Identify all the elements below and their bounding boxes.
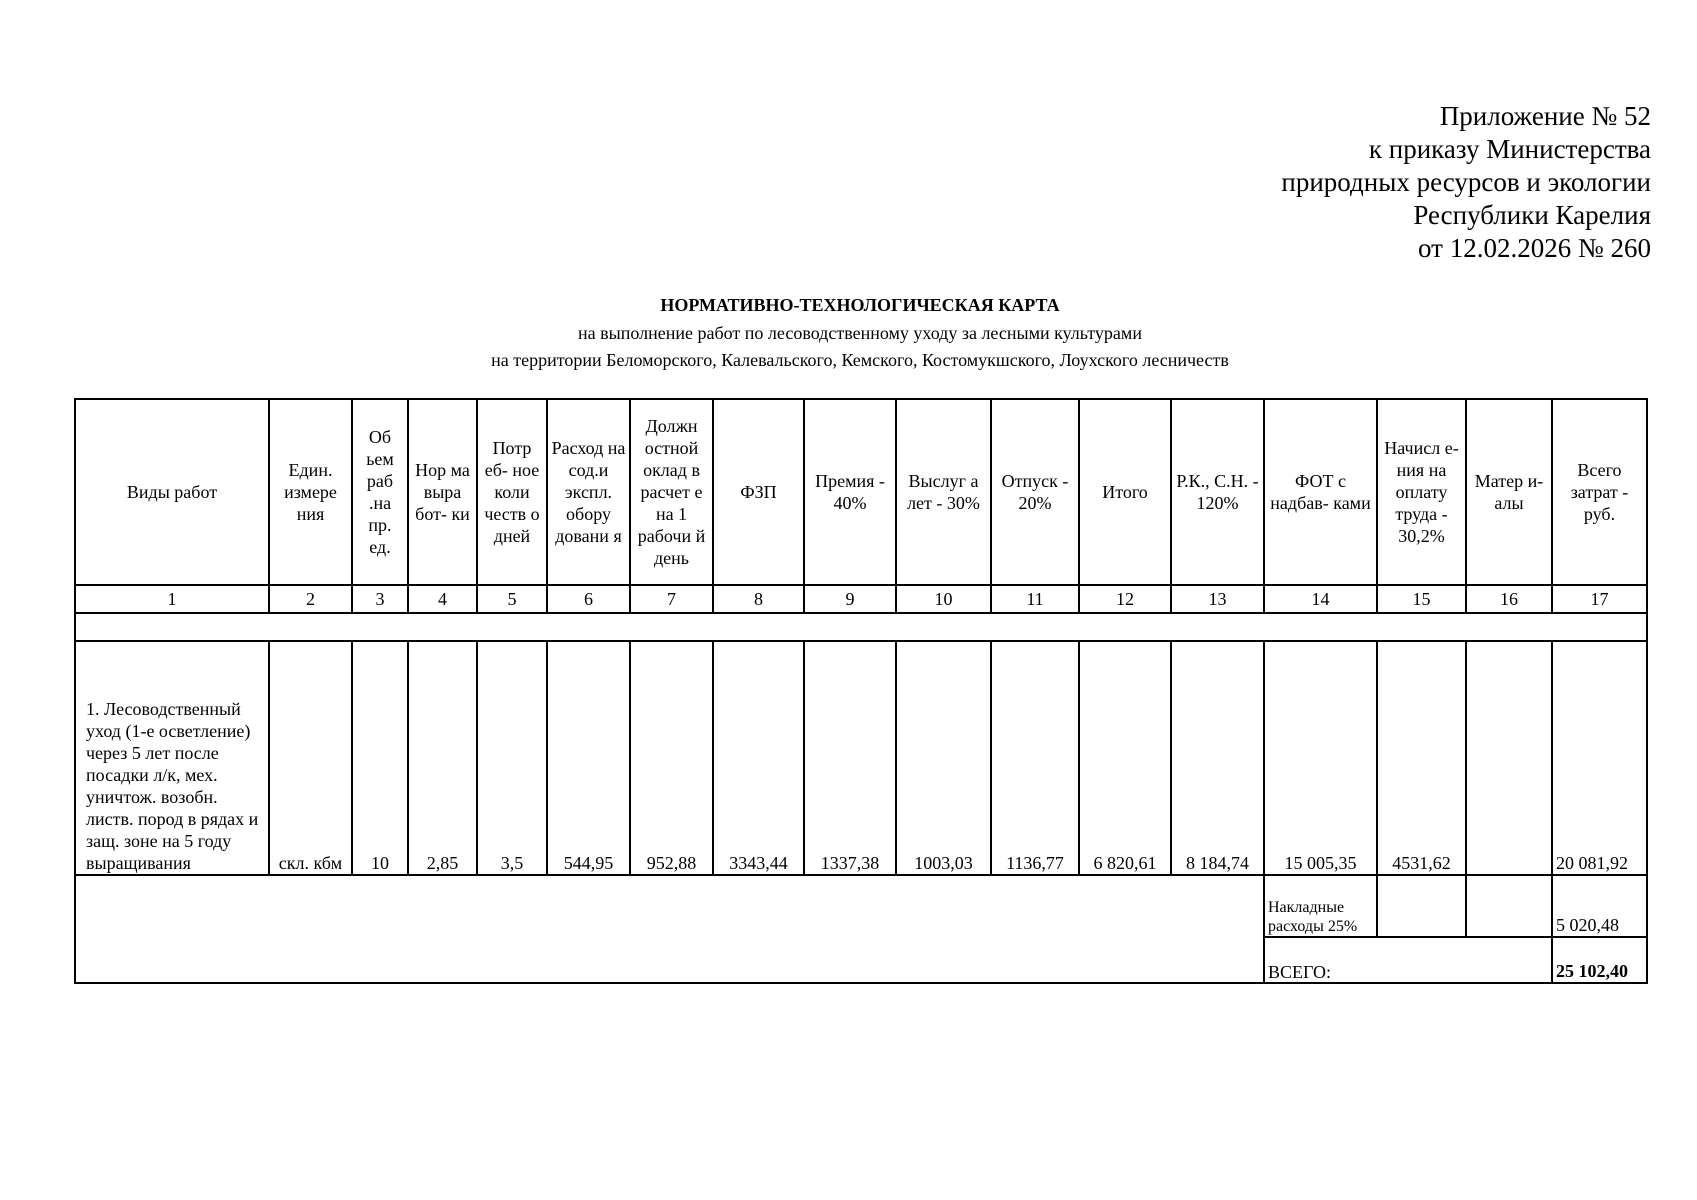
header-cell: Виды работ (75, 399, 269, 585)
header-cell: Премия - 40% (804, 399, 896, 585)
column-number: 17 (1552, 585, 1647, 613)
total-label: ВСЕГО: (1264, 937, 1552, 983)
header-cell: Начисл е-ния на оплату труда - 30,2% (1377, 399, 1466, 585)
header-cell: Итого (1079, 399, 1171, 585)
header-cell: Выслуг а лет - 30% (896, 399, 991, 585)
overhead-blank-cell (1466, 875, 1552, 937)
header-row (75, 399, 1647, 585)
header-cell: Отпуск - 20% (991, 399, 1079, 585)
header-cell: Р.К., С.Н. - 120% (1171, 399, 1264, 585)
overhead-blank-cell (1377, 875, 1466, 937)
column-number: 11 (991, 585, 1079, 613)
column-number-row (75, 585, 1647, 613)
header-cell: Матер и-алы (1466, 399, 1552, 585)
appendix-line: от 12.02.2026 № 260 (1418, 233, 1651, 263)
appendix-line: природных ресурсов и экологии (1281, 167, 1651, 197)
header-cell: ФЗП (713, 399, 804, 585)
header-cell: Един. измере ния (269, 399, 352, 585)
column-number: 12 (1079, 585, 1171, 613)
column-number: 2 (269, 585, 352, 613)
header-cell: Должн остной оклад в расчет е на 1 рабочи й день (630, 399, 713, 585)
header-cell: ФОТ с надбав- ками (1264, 399, 1377, 585)
column-number: 15 (1377, 585, 1466, 613)
header-cell: Расход на сод.и экспл. обору довани я (547, 399, 630, 585)
column-number: 6 (547, 585, 630, 613)
overhead-value: 5 020,48 (1552, 875, 1647, 937)
header-cell: Об ьем раб .на пр. ед. (352, 399, 408, 585)
bonus-cell: 1337,38 (804, 641, 896, 875)
volume-cell: 10 (352, 641, 408, 875)
appendix-block (1281, 100, 1651, 265)
header-cell: Потр еб- ное коли честв о дней (477, 399, 547, 585)
column-number: 8 (713, 585, 804, 613)
payroll-cell: 15 005,35 (1264, 641, 1377, 875)
subtotal-cell: 6 820,61 (1079, 641, 1171, 875)
column-number: 9 (804, 585, 896, 613)
materials-cell (1466, 641, 1552, 875)
seniority-cell: 1003,03 (896, 641, 991, 875)
column-number: 7 (630, 585, 713, 613)
overhead-label: Накладные расходы 25% (1264, 875, 1377, 937)
document-subtitle-territory: на территории Беломорского, Калевальского, Кемского, Костомукшского, Лоухского лесничеств (491, 350, 1229, 370)
appendix-line: Приложение № 52 (1439, 101, 1651, 131)
document-subtitle: на выполнение работ по лесоводственному уходу за лесными культурами (578, 323, 1142, 343)
column-number: 14 (1264, 585, 1377, 613)
document-title: НОРМАТИВНО-ТЕХНОЛОГИЧЕСКАЯ КАРТА (660, 295, 1060, 315)
total-value: 25 102,40 (1552, 937, 1647, 983)
appendix-line: к приказу Министерства (1368, 134, 1651, 164)
table-row (75, 641, 1647, 875)
fzp-cell: 3343,44 (713, 641, 804, 875)
payroll-charges-cell: 4531,62 (1377, 641, 1466, 875)
daily-salary-cell: 952,88 (630, 641, 713, 875)
header-cell: Нор ма выра бот- ки (408, 399, 477, 585)
unit-cell: скл. кбм (269, 641, 352, 875)
technology-card-table (74, 398, 1648, 984)
blank-row (75, 613, 1647, 641)
column-number: 16 (1466, 585, 1552, 613)
column-number: 10 (896, 585, 991, 613)
column-number: 5 (477, 585, 547, 613)
column-number: 3 (352, 585, 408, 613)
column-number: 13 (1171, 585, 1264, 613)
column-number: 4 (408, 585, 477, 613)
output-norm-cell: 2,85 (408, 641, 477, 875)
appendix-line: Республики Карелия (1413, 200, 1651, 230)
overhead-row (75, 875, 1647, 937)
summary-blank-cell (75, 875, 1264, 983)
work-type-cell: 1. Лесоводственный уход (1-е осветление) через 5 лет после посадки л/к, мех. уничтож. возобн. листв. пород в рядах и защ. зоне на 5 году выращивания (75, 641, 269, 875)
blank-cell (75, 613, 1647, 641)
header-cell: Всего затрат - руб. (1552, 399, 1647, 585)
column-number: 1 (75, 585, 269, 613)
equipment-cost-cell: 544,95 (547, 641, 630, 875)
total-cost-cell: 20 081,92 (1552, 641, 1647, 875)
vacation-cell: 1136,77 (991, 641, 1079, 875)
days-cell: 3,5 (477, 641, 547, 875)
regional-coef-cell: 8 184,74 (1171, 641, 1264, 875)
